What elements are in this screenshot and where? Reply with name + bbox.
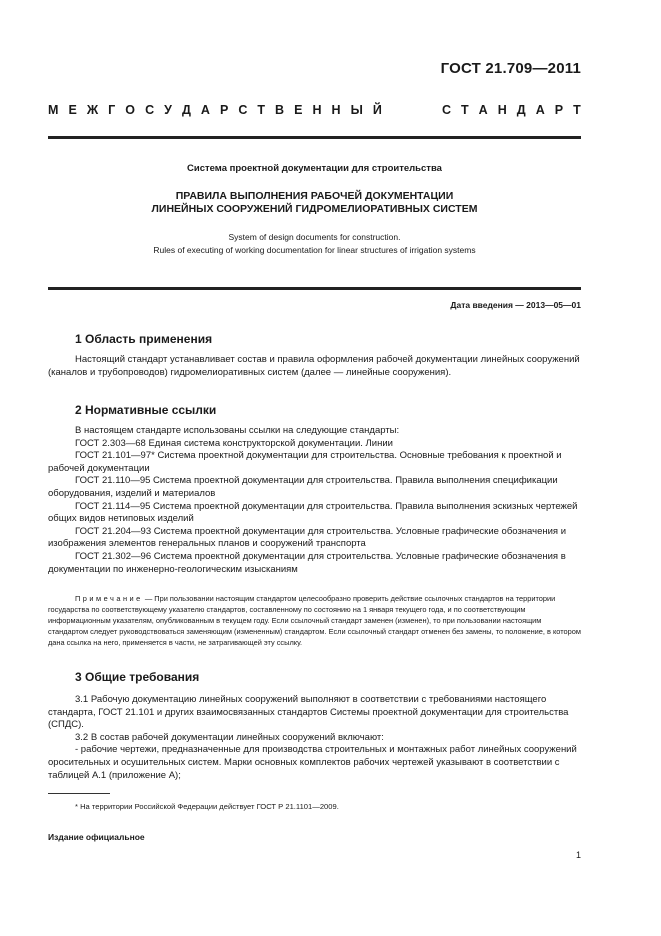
section3-text [48,694,581,782]
note-label: Примечание [75,594,143,603]
document-title [48,190,581,216]
reference-item: ГОСТ 21.114—95 Система проектной документации для строительства. Правила выполнения эскизных чертежей общих видов нетиповых изделий [48,500,578,525]
title-rule [48,287,581,290]
banner-letter: Ж [86,103,99,117]
gost-number: ГОСТ 21.709—2011 [440,60,581,77]
banner-letter: Т [573,103,581,117]
banner-letter: А [535,103,545,117]
section1-text [48,354,581,379]
system-title: Система проектной документации для строительства [187,163,442,174]
banner-letter: У [164,103,172,117]
reference-item: ГОСТ 21.101—97* Система проектной документации для строительства. Основные требования к проектной и рабочей документации [48,450,562,474]
banner-letter: Й [372,103,382,117]
section3-paragraph2: 3.2 В состав рабочей документации линейных сооружений включают: [75,731,384,743]
top-rule [48,136,581,139]
banner-letter: Г [108,103,116,117]
note-block [48,594,581,649]
reference-item: ГОСТ 21.110—95 Система проектной документации для строительства. Правила выполнения спецификации оборудования, изделий и материалов [48,475,558,499]
banner-letter: Д [516,103,526,117]
banner-letter: Н [312,103,322,117]
banner-letter: Н [331,103,341,117]
section3-paragraph3: - рабочие чертежи, предназначенные для производства строительных и монтажных работ линейных сооружений оросительных и осушительных систем. Марки основных комплектов рабочих чертежей указывают в соответствии с таблицей А.1 (приложение А); [48,744,577,781]
section2-heading: 2 Нормативные ссылки [75,403,217,417]
section2-intro: В настоящем стандарте использованы ссылки на следующие стандарты: [75,425,400,436]
footnote: * На территории Российской Федерации действует ГОСТ Р 21.1101—2009. [75,802,339,811]
banner-letter: А [478,103,488,117]
reference-item: ГОСТ 21.204—93 Система проектной документации для строительства. Условные графические обозначения и изображения элементов генеральных планов и сооружений транспорта [48,525,567,550]
official-edition-label: Издание официальное [48,832,145,842]
banner-letter: Р [554,103,564,117]
banner-letter: В [275,103,285,117]
english-title-line2: Rules of executing of working documentation for linear structures of irrigation systems [153,245,476,255]
banner-letter: С [238,103,248,117]
footnote-separator [48,793,110,794]
banner-gap [392,103,432,117]
banner-letter: М [48,103,59,117]
document-title-line1: ПРАВИЛА ВЫПОЛНЕНИЯ РАБОЧЕЙ ДОКУМЕНТАЦИИ [175,190,454,202]
reference-item: ГОСТ 21.302—96 Система проектной документации для строительства. Условные графические обозначения в документации по инженерно-геологическим изысканиям [48,550,566,575]
section1-heading: 1 Область применения [75,332,213,346]
banner-letter: Ы [350,103,363,117]
section3-paragraph1: 3.1 Рабочую документацию линейных сооружений выполняют в соответствии с требованиями настоящего стандарта, ГОСТ 21.101 и других взаимосвязанных стандартов Системы проектной документации для строительства (СПДС). [48,694,569,731]
document-title-line2: ЛИНЕЙНЫХ СООРУЖЕНИЙ ГИДРОМЕЛИОРАТИВНЫХ СИСТЕМ [151,203,478,215]
banner-letter: С [441,103,451,117]
banner-letter: О [125,103,136,117]
banner-letter: Н [497,103,507,117]
banner-letter: Е [68,103,77,117]
note-text: — При пользовании настоящим стандартом целесообразно проверить действие ссылочных стандартов на территории государства по соответствующему указателю стандартов, составленному по состоянию на 1 января текущего года, и по соответствующим информационным указателям, опубликованным в текущем году. Если ссылочный стандарт заменен (изменен), то при пользовании настоящим стандартом следует руководствоваться заменяющим (измененным) стандартом. Если ссылочный стандарт отменен без замены, то положение, в котором дана ссылка на него, применяется в части, не затрагивающей эту ссылку. [48,594,581,647]
interstate-standard-banner [48,103,581,117]
introduction-date: Дата введения — 2013—05—01 [450,300,581,310]
banner-letter: Т [257,103,266,117]
banner-letter: А [200,103,210,117]
section3-heading: 3 Общие требования [75,670,200,684]
section2-refs [48,425,581,576]
banner-letter: Р [219,103,229,117]
reference-item: ГОСТ 2.303—68 Единая система конструкторской документации. Линии [75,437,393,449]
banner-letter: Д [181,103,191,117]
english-title-line1: System of design documents for construction. [228,232,401,242]
page-number: 1 [575,850,581,860]
section1-paragraph: Настоящий стандарт устанавливает состав и правила оформления рабочей документации линейных сооружений (каналов и трубопроводов) гидромелиоративных систем (далее — линейные сооружения). [48,354,580,378]
banner-letter: Т [461,103,469,117]
banner-letter: Е [294,103,303,117]
english-title [48,231,581,257]
banner-letter: С [145,103,155,117]
